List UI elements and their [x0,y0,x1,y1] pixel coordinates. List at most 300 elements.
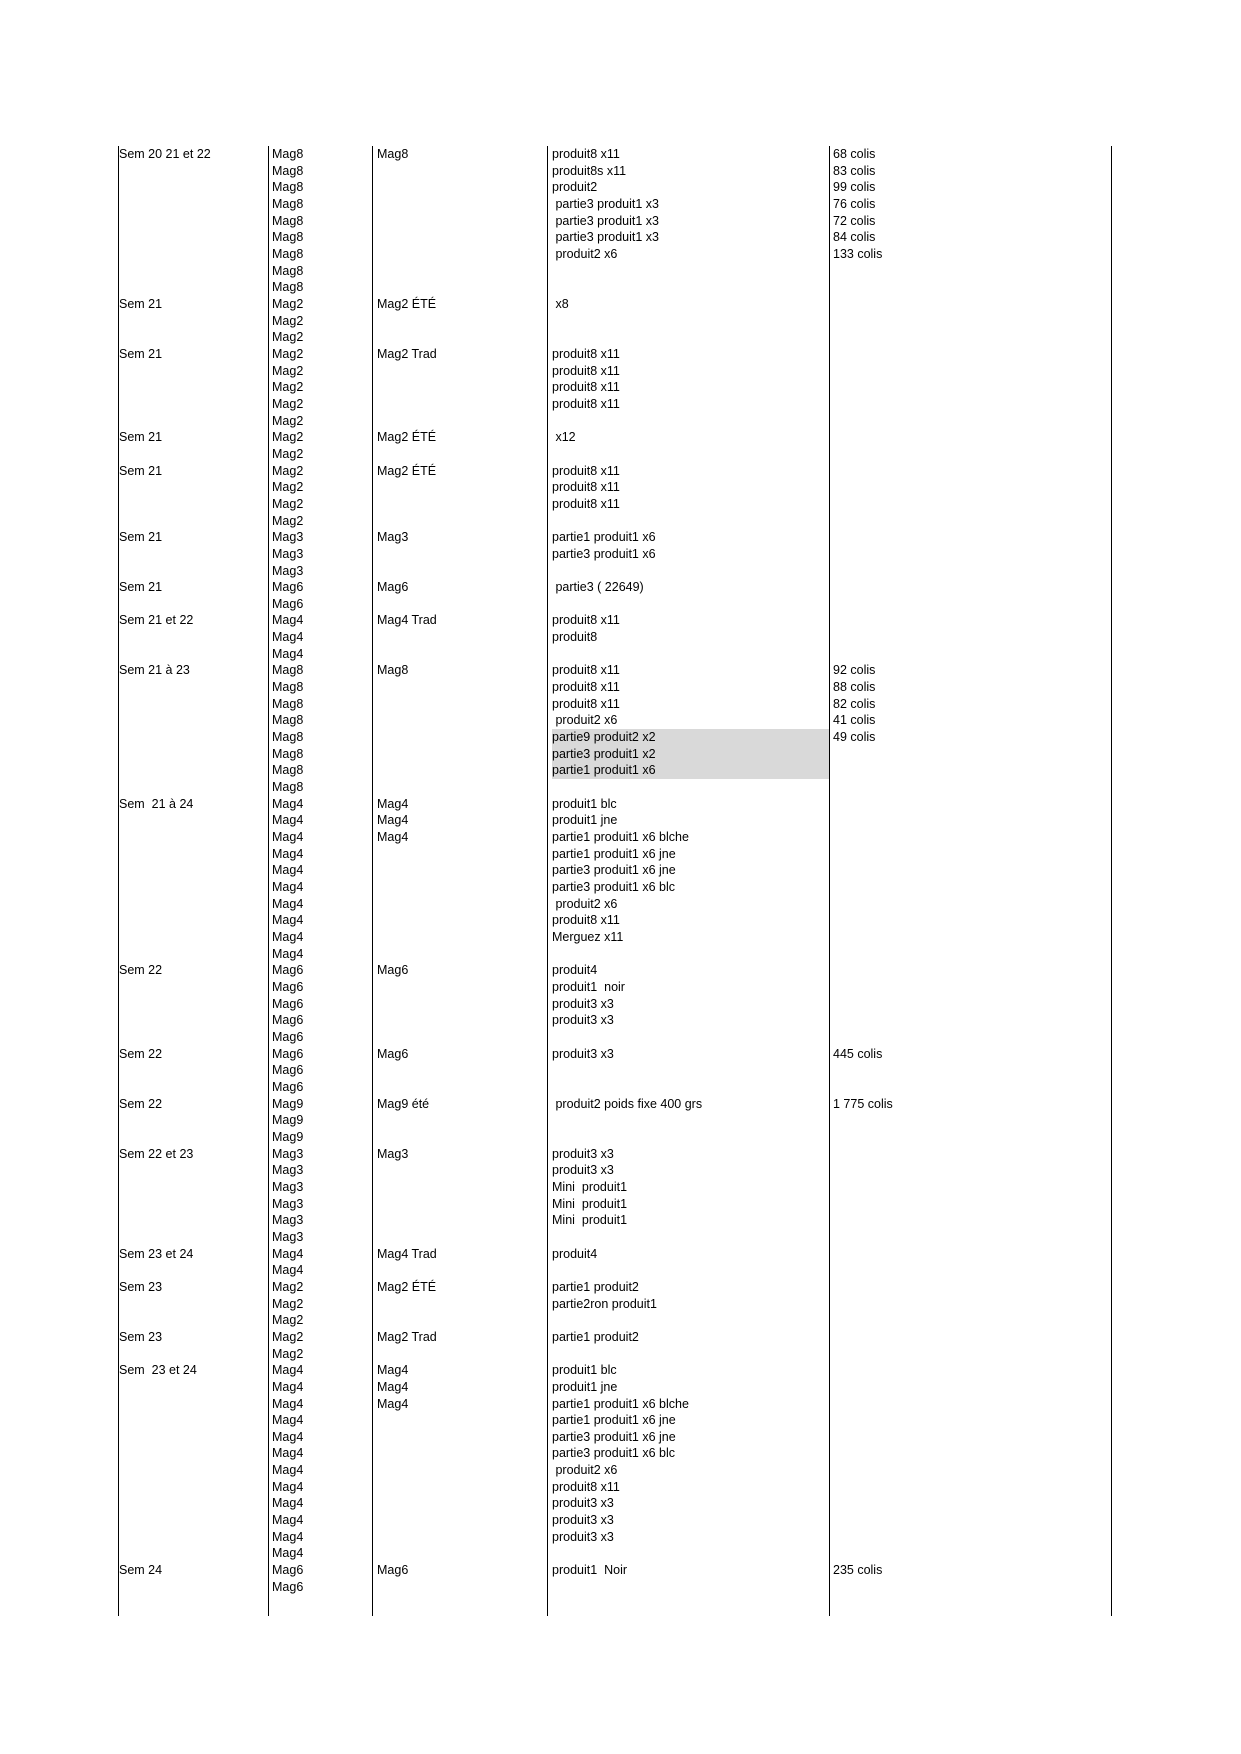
table-row [118,912,1112,929]
quantity-cell [833,346,1103,363]
quantity-cell [833,862,1103,879]
store-cell: Mag2 [272,330,304,345]
product-cell [552,1062,829,1079]
label-cell [377,396,547,413]
table-row [118,896,1112,913]
week-cell: Sem 23 et 24 [119,1363,197,1378]
week-cell [119,1296,269,1313]
table-row [118,612,1112,629]
table-row [118,846,1112,863]
store-cell: Mag3 [272,563,304,578]
label-cell [377,563,547,580]
store-cell: Mag6 [272,1063,304,1078]
table-row [118,196,1112,213]
table-row [118,762,1112,779]
table-row [118,1262,1112,1279]
table-row [118,1279,1112,1296]
quantity-cell [833,563,1103,580]
store-cell: Mag4 [272,846,304,861]
week-cell: Sem 23 [119,1329,163,1344]
product-cell: partie3 produit1 x2 [552,746,829,763]
week-cell [119,413,269,430]
label-cell: Mag2 Trad [377,1329,437,1344]
table-row [118,329,1112,346]
table-row [118,1229,1112,1246]
quantity-cell [833,396,1103,413]
label-cell: Mag2 ÉTÉ [377,1279,437,1294]
week-cell [119,1162,269,1179]
table-row [118,1212,1112,1229]
week-cell [119,912,269,929]
quantity-cell [833,279,1103,296]
quantity-cell [833,1146,1103,1163]
store-cell: Mag8 [272,680,304,695]
table-row [118,879,1112,896]
store-cell: Mag4 [272,1429,304,1444]
store-cell: Mag2 [272,446,304,461]
store-cell: Mag8 [272,147,304,161]
table-row [118,646,1112,663]
product-cell: produit4 [552,1246,598,1261]
store-cell: Mag2 [272,313,304,328]
quantity-cell: 72 colis [833,213,876,228]
week-cell: Sem 23 et 24 [119,1246,194,1261]
store-cell: Mag4 [272,1546,304,1561]
quantity-cell [833,829,1103,846]
week-cell [119,446,269,463]
product-cell: produit1 blc [552,796,617,811]
table-row [118,679,1112,696]
product-cell: produit8 x11 [552,913,620,928]
product-cell [552,779,829,796]
quantity-cell [833,1246,1103,1263]
product-cell: produit8 x11 [552,680,620,695]
quantity-cell [833,929,1103,946]
week-cell [119,1512,269,1529]
label-cell: Mag4 Trad [377,613,437,628]
label-cell [377,313,547,330]
table-row [118,929,1112,946]
quantity-cell [833,1229,1103,1246]
label-cell [377,1545,547,1562]
quantity-cell [833,1396,1103,1413]
product-cell: produit8 x11 [552,147,620,161]
label-cell [377,996,547,1013]
label-cell [377,646,547,663]
quantity-cell [833,1012,1103,1029]
week-cell [119,1312,269,1329]
quantity-cell [833,546,1103,563]
week-cell [119,1462,269,1479]
table-row [118,446,1112,463]
label-cell [377,696,547,713]
store-cell: Mag4 [272,646,304,661]
label-cell [377,379,547,396]
product-cell: partie1 produit1 x6 jne [552,1413,676,1428]
week-cell [119,1379,269,1396]
label-cell [377,496,547,513]
store-cell: Mag4 [272,1463,304,1478]
store-cell: Mag8 [272,230,304,245]
product-cell [552,1545,829,1562]
week-cell [119,329,269,346]
spreadsheet-page [118,146,1112,1616]
product-cell: partie1 produit1 x6 blche [552,830,689,845]
store-cell: Mag2 [272,413,304,428]
week-cell [119,846,269,863]
quantity-cell [833,1462,1103,1479]
week-cell: Sem 22 [119,1046,163,1061]
table-row [118,1545,1112,1562]
label-cell [377,513,547,530]
store-cell: Mag6 [272,580,304,595]
product-cell: partie3 ( 22649) [552,580,644,595]
label-cell [377,1529,547,1546]
week-cell [119,229,269,246]
quantity-cell [833,1445,1103,1462]
week-cell [119,1579,269,1596]
store-cell: Mag8 [272,763,304,778]
label-cell [377,729,547,746]
label-cell [377,679,547,696]
quantity-cell: 84 colis [833,230,876,245]
quantity-cell [833,629,1103,646]
label-cell [377,1062,547,1079]
store-cell: Mag3 [272,1196,304,1211]
product-cell: produit8 x11 [552,480,620,495]
label-cell [377,213,547,230]
quantity-cell [833,1162,1103,1179]
store-cell: Mag4 [272,1379,304,1394]
table-row [118,979,1112,996]
store-cell: Mag8 [272,280,304,295]
product-cell [552,596,829,613]
store-cell: Mag3 [272,1146,304,1161]
quantity-cell: 235 colis [833,1563,883,1578]
week-cell [119,929,269,946]
product-cell: produit1 Noir [552,1563,628,1578]
quantity-cell [833,1129,1103,1146]
week-cell [119,1529,269,1546]
table-row [118,1346,1112,1363]
quantity-cell [833,296,1103,313]
week-cell [119,896,269,913]
quantity-cell [833,1196,1103,1213]
quantity-cell [833,1079,1103,1096]
label-cell: Mag8 [377,663,409,678]
table-row [118,363,1112,380]
week-cell: Sem 21 [119,463,163,478]
table-row [118,563,1112,580]
product-cell [552,1229,829,1246]
product-cell [552,1112,829,1129]
quantity-cell: 445 colis [833,1046,883,1061]
store-cell: Mag3 [272,1229,304,1244]
table-row [118,746,1112,763]
label-cell: Mag4 [377,1363,409,1378]
store-cell: Mag6 [272,996,304,1011]
product-cell: Mini produit1 [552,1196,628,1211]
table-row [118,546,1112,563]
table-row [118,712,1112,729]
label-cell [377,1029,547,1046]
store-cell: Mag4 [272,1363,304,1378]
product-cell [552,946,829,963]
label-cell: Mag4 [377,813,409,828]
quantity-cell [833,1312,1103,1329]
week-cell: Sem 22 [119,963,163,978]
store-cell: Mag4 [272,863,304,878]
label-cell [377,1179,547,1196]
quantity-cell [833,1545,1103,1562]
quantity-cell [833,513,1103,530]
product-cell [552,1129,829,1146]
week-cell: Sem 21 [119,580,163,595]
label-cell [377,912,547,929]
product-cell: x8 [552,296,569,311]
table-row [118,1012,1112,1029]
label-cell [377,896,547,913]
week-cell: Sem 21 [119,430,163,445]
quantity-cell: 68 colis [833,147,876,161]
table-row [118,796,1112,813]
quantity-cell [833,646,1103,663]
label-cell: Mag3 [377,530,409,545]
store-cell: Mag4 [272,830,304,845]
quantity-cell [833,1495,1103,1512]
week-cell [119,246,269,263]
product-cell: partie1 produit1 x6 jne [552,846,676,861]
product-cell: produit3 x3 [552,1163,614,1178]
label-cell: Mag8 [377,147,409,161]
product-cell: produit8s x11 [552,163,627,178]
table-row [118,1129,1112,1146]
product-cell [552,1262,829,1279]
quantity-cell [833,1262,1103,1279]
week-cell [119,313,269,330]
store-cell: Mag3 [272,546,304,561]
label-cell [377,1212,547,1229]
quantity-cell [833,1029,1103,1046]
store-cell: Mag9 [272,1129,304,1144]
product-cell: produit3 x3 [552,1513,614,1528]
table-row [118,1445,1112,1462]
quantity-cell [833,1412,1103,1429]
label-cell [377,879,547,896]
label-cell [377,179,547,196]
table-row [118,862,1112,879]
quantity-cell [833,1179,1103,1196]
quantity-cell [833,1479,1103,1496]
store-cell: Mag2 [272,496,304,511]
quantity-cell: 133 colis [833,246,883,261]
label-cell: Mag6 [377,1563,409,1578]
store-cell: Mag4 [272,1413,304,1428]
week-cell [119,363,269,380]
product-cell: produit1 noir [552,980,625,994]
product-cell: Mini produit1 [552,1179,628,1194]
product-cell [552,1346,829,1363]
week-cell [119,513,269,530]
week-cell [119,1412,269,1429]
table-row [118,729,1112,746]
label-cell [377,1162,547,1179]
week-cell: Sem 21 et 22 [119,613,194,628]
quantity-cell [833,1429,1103,1446]
week-cell [119,179,269,196]
product-cell: produit8 x11 [552,663,620,678]
table-row [118,1379,1112,1396]
store-cell: Mag4 [272,930,304,945]
table-row [118,213,1112,230]
label-cell [377,746,547,763]
table-row [118,962,1112,979]
quantity-cell [833,1512,1103,1529]
store-cell: Mag8 [272,730,304,745]
store-cell: Mag2 [272,1296,304,1311]
table-row [118,496,1112,513]
table-row [118,1296,1112,1313]
week-cell [119,196,269,213]
store-cell: Mag2 [272,480,304,495]
week-cell [119,646,269,663]
store-cell: Mag2 [272,363,304,378]
product-cell [552,1079,829,1096]
store-cell: Mag4 [272,796,304,811]
label-cell: Mag4 Trad [377,1246,437,1261]
label-cell [377,163,547,180]
table-row [118,229,1112,246]
table-row [118,346,1112,363]
label-cell: Mag6 [377,963,409,978]
store-cell: Mag6 [272,1079,304,1094]
product-cell: produit3 x3 [552,1496,614,1511]
quantity-cell: 92 colis [833,663,876,678]
label-cell [377,446,547,463]
table-row [118,146,1112,163]
quantity-cell: 88 colis [833,680,876,695]
product-cell: produit8 x11 [552,463,620,478]
label-cell [377,1412,547,1429]
store-cell: Mag2 [272,463,304,478]
table-row [118,629,1112,646]
product-cell: produit2 x6 [552,246,618,261]
product-cell [552,1579,829,1596]
label-cell [377,363,547,380]
week-cell [119,762,269,779]
week-cell [119,379,269,396]
product-cell: produit1 jne [552,813,618,828]
quantity-cell [833,1379,1103,1396]
table-row [118,1495,1112,1512]
week-cell [119,1012,269,1029]
quantity-cell [833,479,1103,496]
table-row [118,396,1112,413]
label-cell: Mag6 [377,580,409,595]
quantity-cell [833,846,1103,863]
store-cell: Mag4 [272,613,304,628]
product-cell: partie1 produit1 x6 blche [552,1396,689,1411]
table-row [118,1579,1112,1596]
quantity-cell [833,596,1103,613]
label-cell [377,1112,547,1129]
store-cell: Mag6 [272,1029,304,1044]
product-cell [552,263,829,280]
product-cell [552,563,829,580]
week-cell: Sem 23 [119,1279,163,1294]
product-cell: produit3 x3 [552,996,614,1011]
store-cell: Mag2 [272,396,304,411]
store-cell: Mag4 [272,1513,304,1528]
product-cell: produit2 [552,180,598,195]
product-cell: partie2ron produit1 [552,1296,657,1311]
quantity-cell [833,446,1103,463]
store-cell: Mag6 [272,596,304,611]
label-cell [377,929,547,946]
label-cell [377,329,547,346]
week-cell [119,1196,269,1213]
label-cell [377,546,547,563]
week-cell [119,1112,269,1129]
label-cell [377,1512,547,1529]
table-row [118,1462,1112,1479]
table-row [118,1029,1112,1046]
product-cell: partie3 produit1 x6 jne [552,1429,676,1444]
table-row [118,1562,1112,1579]
week-cell [119,946,269,963]
store-cell: Mag4 [272,630,304,645]
label-cell [377,779,547,796]
label-cell [377,1429,547,1446]
table-row [118,1162,1112,1179]
store-cell: Mag3 [272,1163,304,1178]
table-row [118,513,1112,530]
store-cell: Mag8 [272,696,304,711]
quantity-cell [833,612,1103,629]
week-cell [119,213,269,230]
store-cell: Mag2 [272,296,304,311]
quantity-cell [833,796,1103,813]
week-cell [119,1229,269,1246]
label-cell: Mag2 ÉTÉ [377,430,437,445]
store-cell: Mag9 [272,1113,304,1128]
store-cell: Mag6 [272,963,304,978]
week-cell [119,596,269,613]
quantity-cell [833,363,1103,380]
week-cell [119,979,269,996]
table-row [118,413,1112,430]
week-cell [119,396,269,413]
quantity-cell [833,1346,1103,1363]
quantity-cell [833,1296,1103,1313]
quantity-cell [833,496,1103,513]
week-cell [119,1396,269,1413]
week-cell [119,496,269,513]
quantity-cell: 99 colis [833,180,876,195]
product-cell: produit8 x11 [552,380,620,395]
store-cell: Mag4 [272,1496,304,1511]
week-cell [119,546,269,563]
label-cell [377,1462,547,1479]
label-cell [377,1346,547,1363]
store-cell: Mag6 [272,1579,304,1594]
store-cell: Mag2 [272,380,304,395]
label-cell [377,1296,547,1313]
label-cell [377,1129,547,1146]
store-cell: Mag8 [272,196,304,211]
table-row [118,662,1112,679]
table-row [118,1079,1112,1096]
